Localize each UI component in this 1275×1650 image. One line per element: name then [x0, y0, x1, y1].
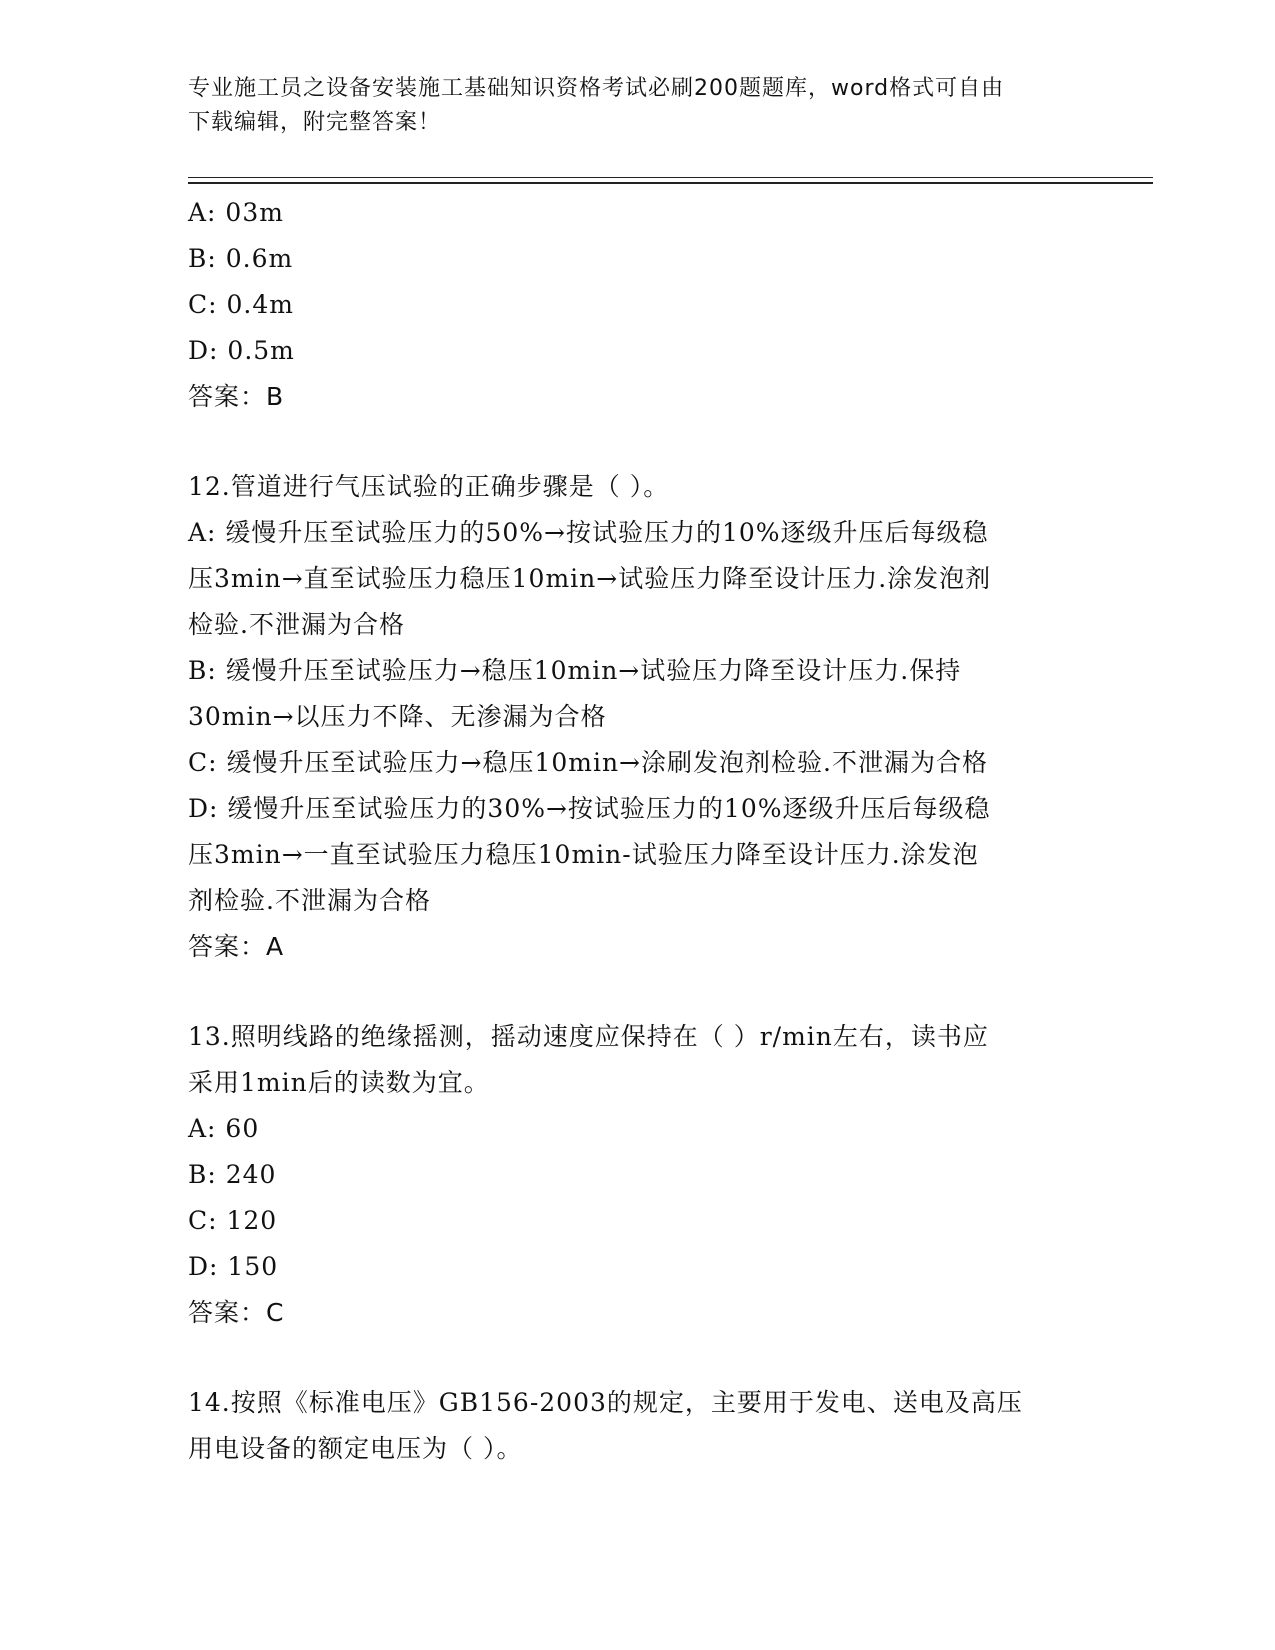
option-a: A: 60	[188, 1114, 260, 1143]
header-line-2: 下载编辑，附完整答案！	[188, 110, 442, 135]
option-a: A: 03m	[188, 198, 284, 227]
question-13	[188, 1014, 1088, 1336]
question-13-text-line-1: 13.照明线路的绝缘摇测，摇动速度应保持在（ ）r/min左右，读书应	[188, 1022, 989, 1051]
spacer	[188, 970, 1088, 1014]
question-content	[188, 190, 1088, 1472]
question-11-answer: 答案：B	[188, 382, 285, 411]
option-b-line-2: 30min→以压力不降、无渗漏为合格	[188, 702, 607, 731]
spacer	[188, 1336, 1088, 1380]
option-d: D: 150	[188, 1252, 279, 1281]
option-c: C: 120	[188, 1206, 278, 1235]
option-b-line-1: B: 缓慢升压至试验压力→稳压10min→试验压力降至设计压力.保持	[188, 656, 962, 685]
question-14	[188, 1380, 1088, 1472]
option-d-line-2: 压3min→一直至试验压力稳压10min-试验压力降至设计压力.涂发泡	[188, 840, 979, 869]
option-a-line-1: A: 缓慢升压至试验压力的50%→按试验压力的10%逐级升压后每级稳	[188, 518, 989, 547]
option-d-line-1: D: 缓慢升压至试验压力的30%→按试验压力的10%逐级升压后每级稳	[188, 794, 991, 823]
option-b: B: 0.6m	[188, 244, 294, 273]
option-d-line-3: 剂检验.不泄漏为合格	[188, 886, 431, 915]
question-12-answer: 答案：A	[188, 932, 285, 961]
question-14-text-line-2: 用电设备的额定电压为（ ）。	[188, 1434, 523, 1463]
question-12	[188, 464, 1088, 970]
question-13-answer: 答案：C	[188, 1298, 285, 1327]
header-divider-thin	[188, 177, 1153, 178]
option-d: D: 0.5m	[188, 336, 295, 365]
question-11-options	[188, 190, 1088, 420]
header-divider-thick	[188, 182, 1153, 184]
option-c: C: 0.4m	[188, 290, 294, 319]
question-14-text-line-1: 14.按照《标准电压》GB156-2003的规定，主要用于发电、送电及高压	[188, 1388, 1023, 1417]
question-13-text-line-2: 采用1min后的读数为宜。	[188, 1068, 490, 1097]
spacer	[188, 420, 1088, 464]
document-header	[188, 72, 1088, 140]
option-a-line-2: 压3min→直至试验压力稳压10min→试验压力降至设计压力.涂发泡剂	[188, 564, 992, 593]
question-12-text: 12.管道进行气压试验的正确步骤是（ ）。	[188, 472, 670, 501]
option-c-line-1: C: 缓慢升压至试验压力→稳压10min→涂刷发泡剂检验.不泄漏为合格	[188, 748, 988, 777]
option-b: B: 240	[188, 1160, 277, 1189]
header-line-1: 专业施工员之设备安装施工基础知识资格考试必刷200题题库，word格式可自由	[188, 76, 1005, 101]
option-a-line-3: 检验.不泄漏为合格	[188, 610, 405, 639]
